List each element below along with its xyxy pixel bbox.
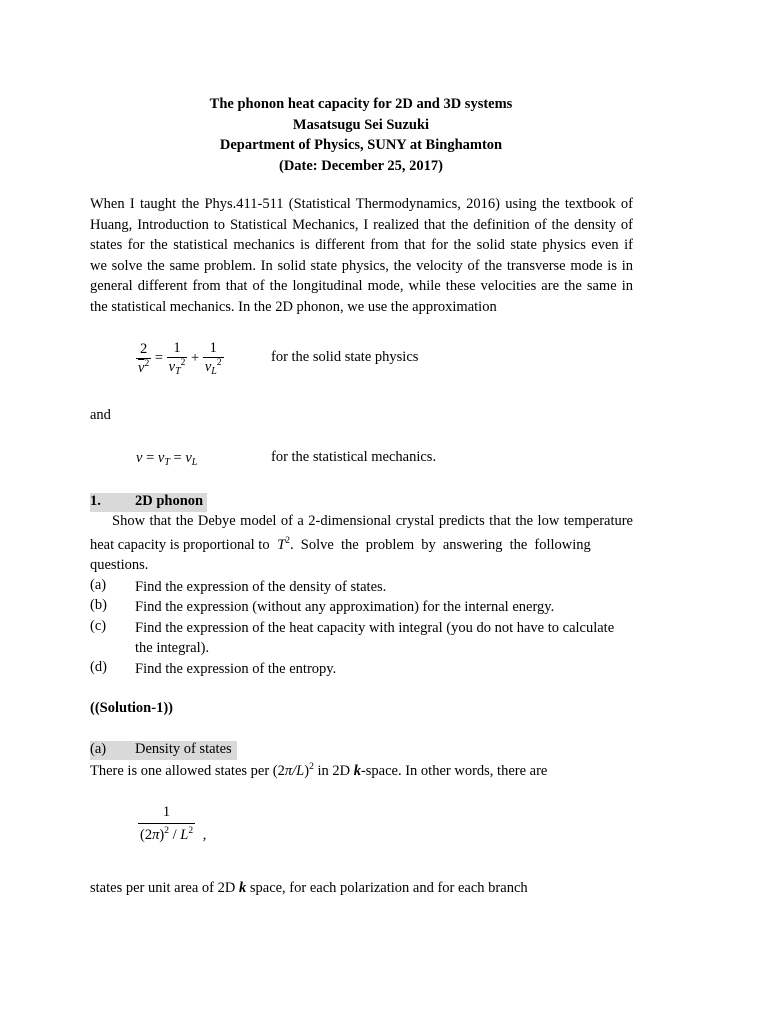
- section-heading: [90, 493, 207, 512]
- equation-velocity-average: $\frac{2}{\overline{v}^2}$ = $\frac{1}{v_T^2}$ + $\frac{1}{v_L^2}$: [138, 340, 222, 377]
- intro-line: When I taught the Phys.411-511 (Statistical Thermodynamics, 2016) using the textbook of: [90, 196, 633, 212]
- section-number: 1.: [90, 493, 101, 509]
- subsection-title: Density of states: [135, 741, 232, 757]
- fraction: $\frac{1}{v_L^2}$: [204, 340, 222, 377]
- item-text: Find the expression (without any approximation) for the internal energy.: [135, 599, 555, 615]
- document-title: The phonon heat capacity for 2D and 3D systems: [209, 96, 513, 112]
- problem-line: questions.: [90, 557, 149, 573]
- author-name: Masatsugu Sei Suzuki: [292, 116, 430, 133]
- item-text: Find the expression of the heat capacity with integral (you do not have to calculate: [135, 620, 615, 636]
- intro-line: we solve the same problem. In solid state physics, the velocity of the transverse mode is in: [90, 257, 633, 274]
- equation-comment: for the solid state physics: [271, 349, 419, 365]
- subsection-heading: [90, 741, 237, 760]
- equation-velocity-equal: $v = v_T = v_L$: [136, 450, 198, 468]
- intro-line: the statistical mechanics. In the 2D phonon, we use the approximation: [90, 298, 497, 315]
- problem-line: heat capacity is proportional to $T^2$. Solve the problem by answering the following: [90, 536, 591, 553]
- equation-states-per-area: $\frac{1}{(2\pi)^2 / L^2}$ ,: [140, 804, 207, 844]
- item-text: Find the expression of the density of states.: [135, 579, 387, 595]
- solution-heading: ((Solution-1)): [90, 700, 173, 716]
- section-title: 2D phonon: [135, 493, 204, 509]
- connector-text: and: [90, 407, 111, 423]
- document-date: (Date: December 25, 2017): [278, 157, 443, 174]
- solution-line: states per unit area of 2D k space, for each polarization and for each branch: [90, 880, 528, 896]
- item-label: (a): [90, 577, 107, 593]
- intro-line: general different from that of the longitudinal mode, while these velocities are the same in: [90, 278, 633, 295]
- title-block: [0, 94, 722, 176]
- fraction: $\frac{1}{v_T^2}$: [168, 340, 186, 377]
- item-label: (c): [90, 618, 107, 634]
- solution-line: There is one allowed states per $(2\pi/L)^2$ in 2D k-space. In other words, there are: [90, 762, 548, 779]
- item-label: (d): [90, 659, 107, 675]
- item-label: (b): [90, 597, 107, 613]
- intro-line: Huang, Introduction to Statistical Mechanics, I realized that the definition of the density of: [90, 216, 633, 233]
- equation-comment: for the statistical mechanics.: [271, 449, 437, 465]
- intro-line: states for the statistical mechanics is different from that for the solid state physics even if: [90, 237, 633, 254]
- fraction: $\frac{2}{\overline{v}^2}$: [138, 340, 150, 376]
- item-text: the integral).: [135, 640, 210, 656]
- department: Department of Physics, SUNY at Binghamton: [219, 137, 503, 153]
- intro-paragraph: [90, 194, 633, 318]
- item-text: Find the expression of the entropy.: [135, 661, 337, 677]
- subsection-label: (a): [90, 741, 107, 757]
- problem-line: Show that the Debye model of a 2-dimensional crystal predicts that the low temperature: [112, 513, 633, 529]
